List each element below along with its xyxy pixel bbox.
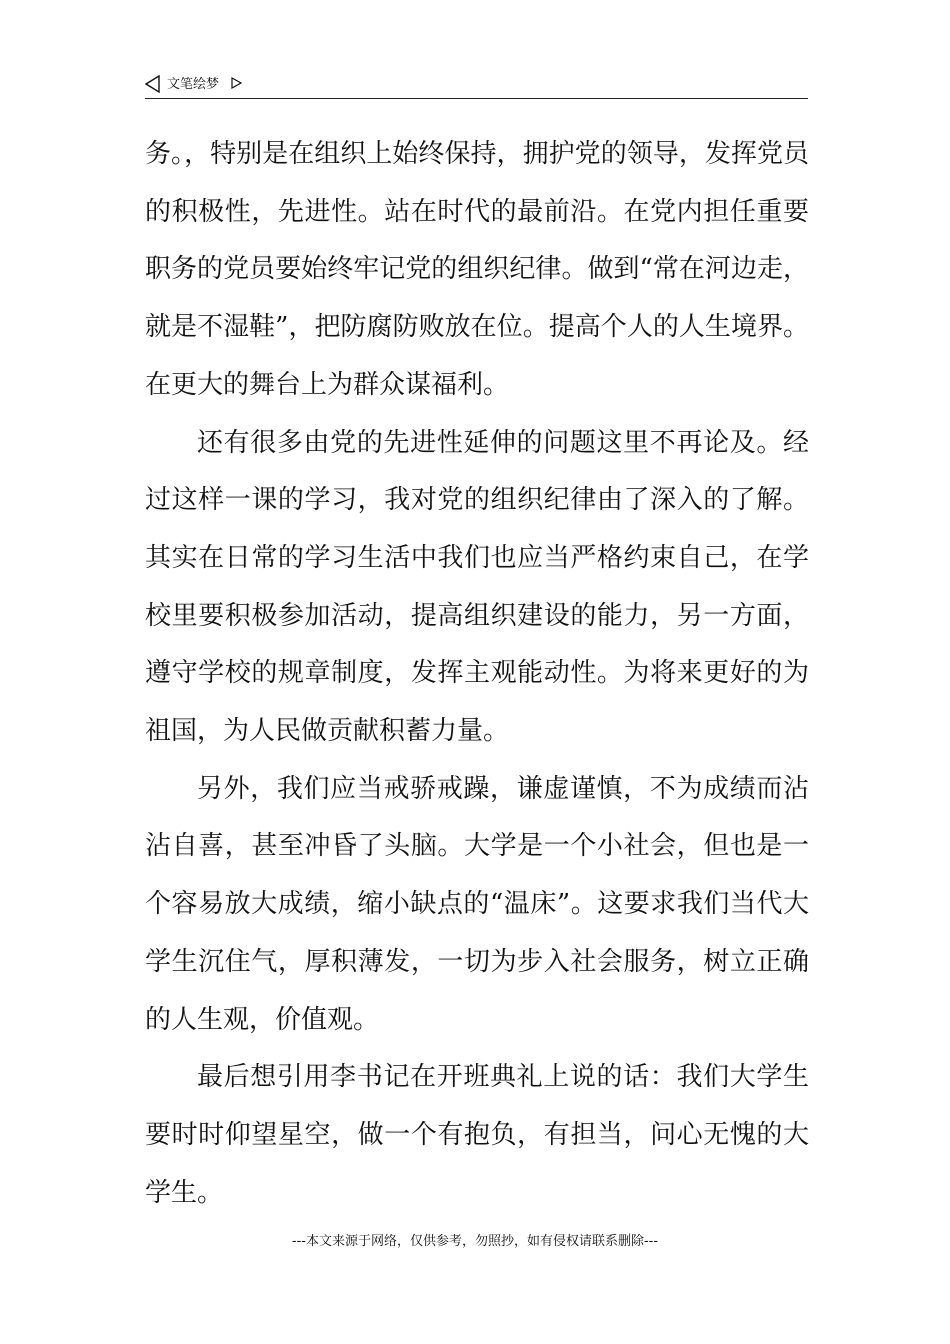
right-triangle-icon: [231, 77, 242, 89]
paragraph-3: 另外，我们应当戒骄戒躁，谦虚谨慎，不为成绩而沾沾自喜，甚至冲昏了头脑。大学是一个小社会，但也是一个容易放大成绩，缩小缺点的“温床”。这要求我们当代大学生沉住气，厚积薄发，一切为步入社会服务，树立正确的人生观，价值观。: [145, 773, 809, 1035]
left-triangle-icon: [145, 75, 161, 93]
paragraph-2: 还有很多由党的先进性延伸的问题这里不再论及。经过这样一课的学习，我对党的组织纪律由了深入的了解。其实在日常的学习生活中我们也应当严格约束自己，在学校里要积极参加活动，提高组织建设的能力，另一方面，遵守学校的规章制度，发挥主观能动性。为将来更好的为祖国，为人民做贡献积蓄力量。: [145, 427, 809, 747]
page-footer-disclaimer: ---本文来源于网络，仅供参考，勿照抄，如有侵权请联系删除---: [291, 1234, 659, 1249]
paragraph-4: 最后想引用李书记在开班典礼上说的话：我们大学生要时时仰望星空，做一个有抱负，有担当，问心无愧的大学生。: [145, 1062, 809, 1208]
header-brand: 文笔绘梦: [167, 77, 220, 92]
paragraph-1: 务。，特别是在组织上始终保持，拥护党的领导，发挥党员的积极性，先进性。站在时代的最前沿。在党内担任重要职务的党员要始终牢记党的组织纪律。做到“常在河边走，就是不湿鞋”，把防腐防败放在位。提高个人的人生境界。在更大的舞台上为群众谋福利。: [145, 139, 809, 400]
document-body: [145, 126, 809, 1222]
page-header: [145, 74, 808, 99]
